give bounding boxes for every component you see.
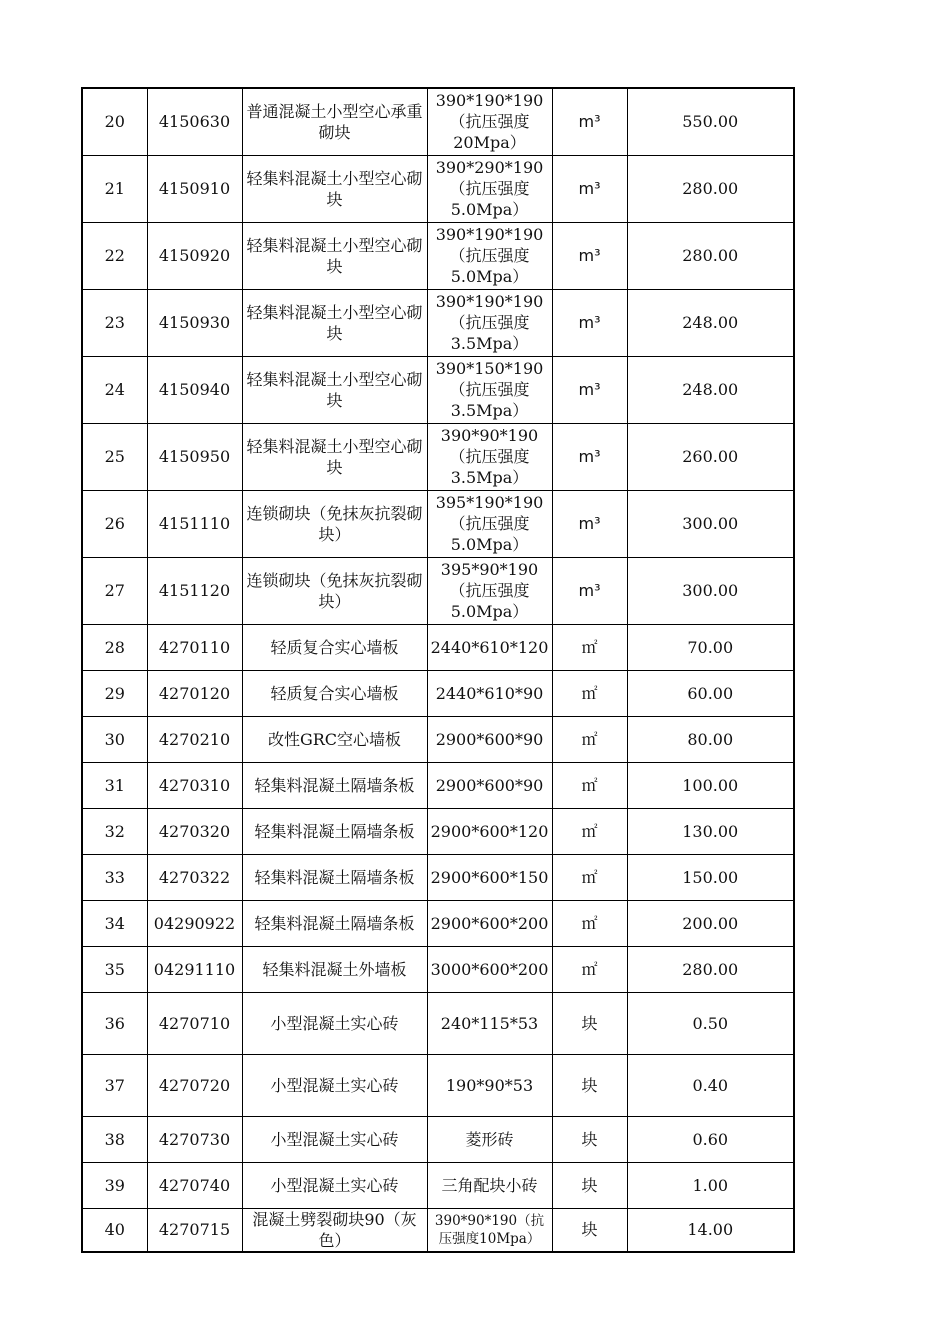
price-table-body: [82, 88, 794, 1252]
material-spec: 2440*610*120: [427, 624, 552, 670]
material-spec: 390*90*190（抗压强度10Mpa）: [427, 1208, 552, 1252]
unit: 块: [552, 1054, 627, 1116]
row-number: 28: [82, 624, 147, 670]
material-name: 普通混凝土小型空心承重砌块: [242, 88, 427, 155]
unit-price: 1.00: [627, 1162, 794, 1208]
material-name: 混凝土劈裂砌块90（灰色）: [242, 1208, 427, 1252]
row-number: 40: [82, 1208, 147, 1252]
material-code: 4270210: [147, 716, 242, 762]
material-code: 4150940: [147, 356, 242, 423]
row-number: 21: [82, 155, 147, 222]
material-code: 04290922: [147, 900, 242, 946]
material-code: 4270120: [147, 670, 242, 716]
row-number: 31: [82, 762, 147, 808]
material-code: 4270322: [147, 854, 242, 900]
material-code: 4270730: [147, 1116, 242, 1162]
row-number: 24: [82, 356, 147, 423]
table-row: [82, 356, 794, 423]
row-number: 25: [82, 423, 147, 490]
table-row: [82, 1116, 794, 1162]
unit-price: 260.00: [627, 423, 794, 490]
unit-price: 0.60: [627, 1116, 794, 1162]
row-number: 37: [82, 1054, 147, 1116]
material-name: 轻集料混凝土小型空心砌块: [242, 289, 427, 356]
material-spec: 390*290*190（抗压强度5.0Mpa）: [427, 155, 552, 222]
material-spec: 菱形砖: [427, 1116, 552, 1162]
material-spec: 2900*600*150: [427, 854, 552, 900]
unit-price: 280.00: [627, 155, 794, 222]
table-row: [82, 670, 794, 716]
material-code: 4270710: [147, 992, 242, 1054]
material-name: 改性GRC空心墙板: [242, 716, 427, 762]
unit: ㎡: [552, 808, 627, 854]
material-spec: 390*150*190（抗压强度3.5Mpa）: [427, 356, 552, 423]
table-row: [82, 992, 794, 1054]
table-row: [82, 716, 794, 762]
row-number: 39: [82, 1162, 147, 1208]
unit-price: 200.00: [627, 900, 794, 946]
material-code: 4270740: [147, 1162, 242, 1208]
unit-price: 130.00: [627, 808, 794, 854]
row-number: 34: [82, 900, 147, 946]
material-name: 轻集料混凝土小型空心砌块: [242, 356, 427, 423]
material-name: 小型混凝土实心砖: [242, 1054, 427, 1116]
material-name: 轻集料混凝土小型空心砌块: [242, 423, 427, 490]
material-spec: 三角配块小砖: [427, 1162, 552, 1208]
material-name: 轻集料混凝土隔墙条板: [242, 900, 427, 946]
row-number: 26: [82, 490, 147, 557]
material-spec: 3000*600*200: [427, 946, 552, 992]
unit: m³: [552, 356, 627, 423]
row-number: 29: [82, 670, 147, 716]
material-code: 4270320: [147, 808, 242, 854]
material-spec: 240*115*53: [427, 992, 552, 1054]
table-row: [82, 624, 794, 670]
material-code: 04291110: [147, 946, 242, 992]
material-spec: 2900*600*200: [427, 900, 552, 946]
table-row: [82, 762, 794, 808]
material-name: 轻集料混凝土隔墙条板: [242, 762, 427, 808]
material-code: 4270720: [147, 1054, 242, 1116]
table-row: [82, 289, 794, 356]
row-number: 35: [82, 946, 147, 992]
table-row: [82, 946, 794, 992]
material-spec: 390*190*190（抗压强度5.0Mpa）: [427, 222, 552, 289]
material-name: 轻集料混凝土隔墙条板: [242, 854, 427, 900]
material-code: 4270715: [147, 1208, 242, 1252]
unit-price: 280.00: [627, 946, 794, 992]
material-name: 连锁砌块（免抹灰抗裂砌块）: [242, 557, 427, 624]
unit-price: 70.00: [627, 624, 794, 670]
row-number: 23: [82, 289, 147, 356]
unit-price: 0.50: [627, 992, 794, 1054]
unit: ㎡: [552, 854, 627, 900]
table-row: [82, 423, 794, 490]
unit: m³: [552, 88, 627, 155]
unit: m³: [552, 222, 627, 289]
unit-price: 300.00: [627, 490, 794, 557]
table-row: [82, 1208, 794, 1252]
table-row: [82, 490, 794, 557]
unit-price: 14.00: [627, 1208, 794, 1252]
unit-price: 60.00: [627, 670, 794, 716]
unit: m³: [552, 289, 627, 356]
table-row: [82, 557, 794, 624]
row-number: 22: [82, 222, 147, 289]
material-code: 4150910: [147, 155, 242, 222]
unit: ㎡: [552, 716, 627, 762]
table-row: [82, 854, 794, 900]
unit: 块: [552, 1116, 627, 1162]
material-spec: 2440*610*90: [427, 670, 552, 716]
unit-price: 248.00: [627, 289, 794, 356]
unit: ㎡: [552, 762, 627, 808]
table-row: [82, 155, 794, 222]
table-row: [82, 900, 794, 946]
material-code: 4150950: [147, 423, 242, 490]
material-spec: 2900*600*90: [427, 762, 552, 808]
row-number: 38: [82, 1116, 147, 1162]
material-code: 4270310: [147, 762, 242, 808]
unit: 块: [552, 1208, 627, 1252]
material-code: 4150630: [147, 88, 242, 155]
unit: m³: [552, 423, 627, 490]
material-name: 小型混凝土实心砖: [242, 992, 427, 1054]
material-spec: 395*190*190（抗压强度5.0Mpa）: [427, 490, 552, 557]
material-spec: 390*190*190（抗压强度3.5Mpa）: [427, 289, 552, 356]
material-spec: 395*90*190（抗压强度5.0Mpa）: [427, 557, 552, 624]
unit-price: 80.00: [627, 716, 794, 762]
row-number: 36: [82, 992, 147, 1054]
table-row: [82, 1162, 794, 1208]
row-number: 20: [82, 88, 147, 155]
unit-price: 248.00: [627, 356, 794, 423]
unit-price: 550.00: [627, 88, 794, 155]
material-code: 4151110: [147, 490, 242, 557]
unit-price: 300.00: [627, 557, 794, 624]
table-row: [82, 1054, 794, 1116]
material-name: 轻质复合实心墙板: [242, 624, 427, 670]
unit: m³: [552, 557, 627, 624]
row-number: 27: [82, 557, 147, 624]
material-code: 4150930: [147, 289, 242, 356]
unit: ㎡: [552, 946, 627, 992]
material-name: 轻质复合实心墙板: [242, 670, 427, 716]
table-row: [82, 808, 794, 854]
table-row: [82, 222, 794, 289]
unit: 块: [552, 1162, 627, 1208]
unit: 块: [552, 992, 627, 1054]
material-name: 轻集料混凝土小型空心砌块: [242, 222, 427, 289]
material-spec: 390*190*190（抗压强度20Mpa）: [427, 88, 552, 155]
material-code: 4151120: [147, 557, 242, 624]
unit: ㎡: [552, 624, 627, 670]
unit-price: 100.00: [627, 762, 794, 808]
row-number: 32: [82, 808, 147, 854]
material-name: 小型混凝土实心砖: [242, 1116, 427, 1162]
unit-price: 150.00: [627, 854, 794, 900]
row-number: 30: [82, 716, 147, 762]
price-table: [81, 87, 795, 1253]
material-name: 轻集料混凝土隔墙条板: [242, 808, 427, 854]
material-name: 轻集料混凝土外墙板: [242, 946, 427, 992]
unit: m³: [552, 490, 627, 557]
table-row: [82, 88, 794, 155]
material-name: 小型混凝土实心砖: [242, 1162, 427, 1208]
unit-price: 0.40: [627, 1054, 794, 1116]
material-code: 4270110: [147, 624, 242, 670]
material-spec: 190*90*53: [427, 1054, 552, 1116]
material-spec: 390*90*190（抗压强度3.5Mpa）: [427, 423, 552, 490]
unit: ㎡: [552, 900, 627, 946]
unit: ㎡: [552, 670, 627, 716]
material-name: 轻集料混凝土小型空心砌块: [242, 155, 427, 222]
material-code: 4150920: [147, 222, 242, 289]
material-spec: 2900*600*90: [427, 716, 552, 762]
row-number: 33: [82, 854, 147, 900]
material-name: 连锁砌块（免抹灰抗裂砌块）: [242, 490, 427, 557]
unit: m³: [552, 155, 627, 222]
material-spec: 2900*600*120: [427, 808, 552, 854]
unit-price: 280.00: [627, 222, 794, 289]
